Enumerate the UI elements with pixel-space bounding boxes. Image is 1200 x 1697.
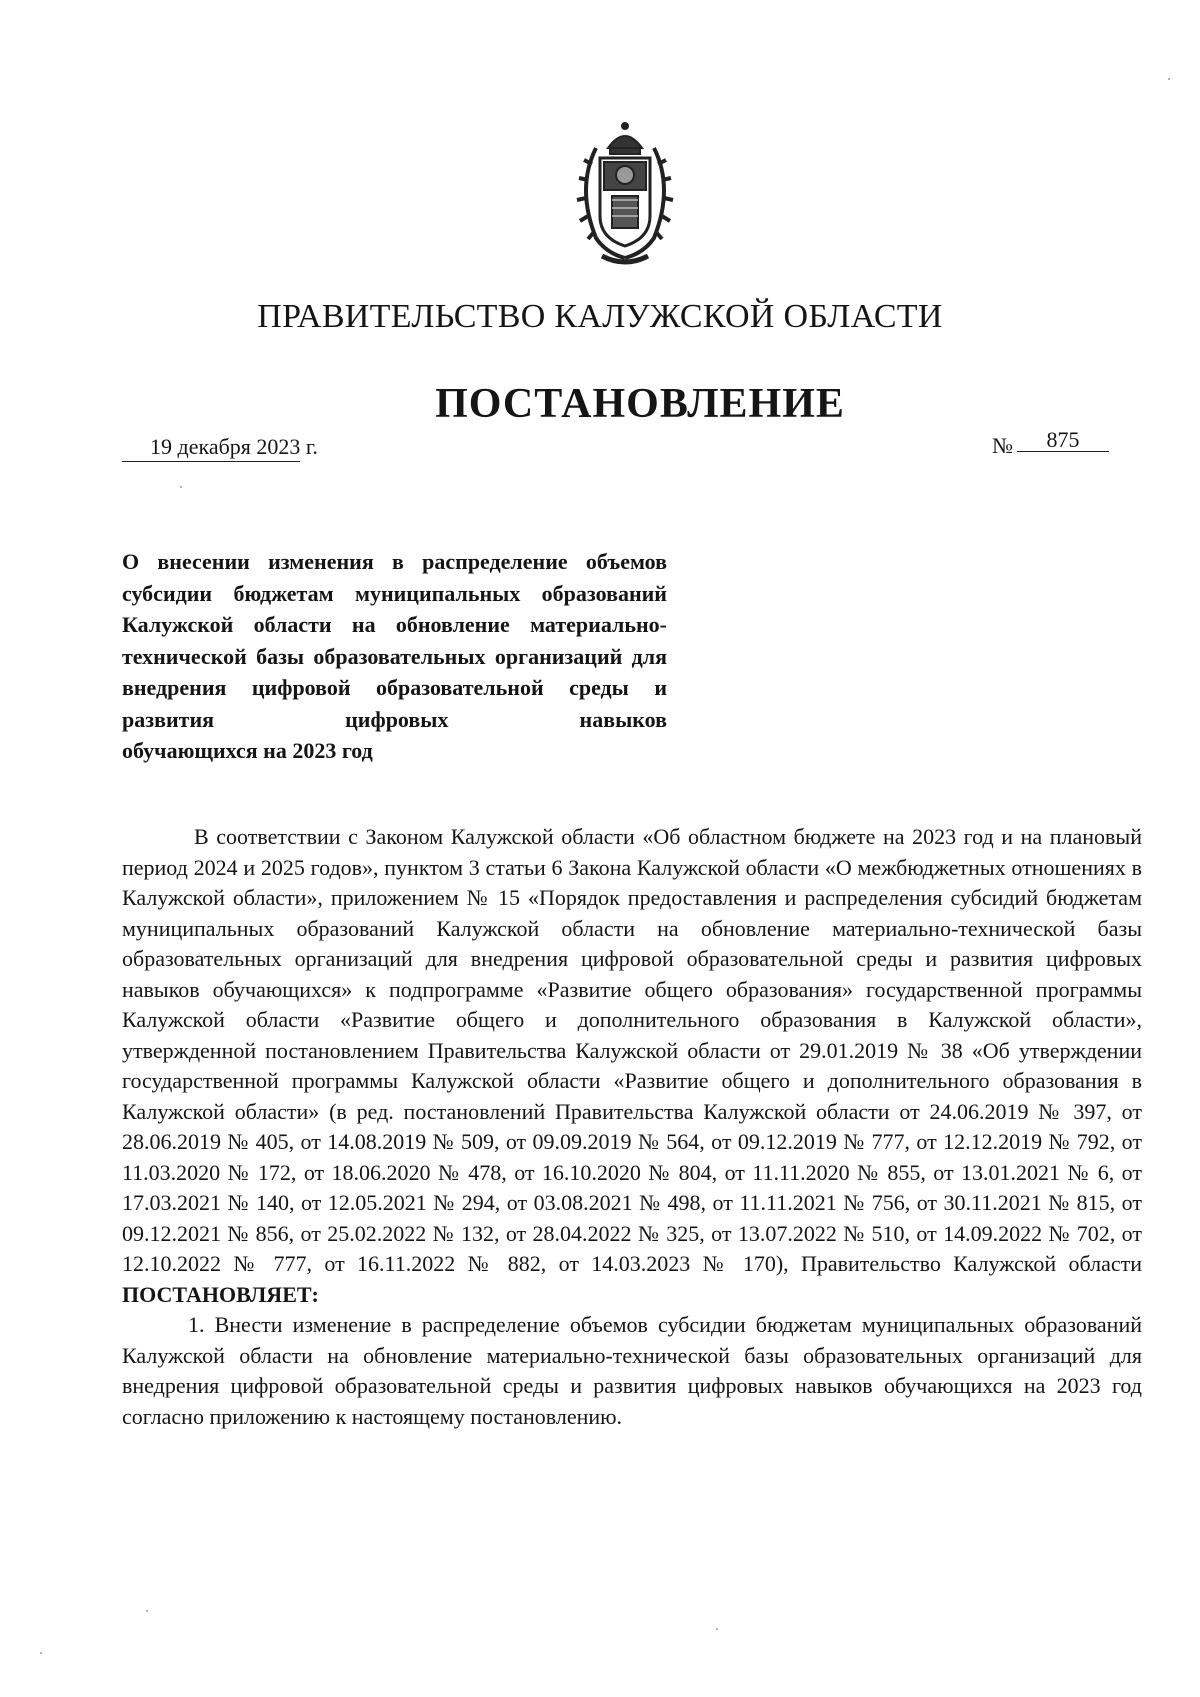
number-sign: № xyxy=(992,433,1013,458)
subject-main: О внесении изменения в распределение объемов субсидии бюджетам муниципальных образований Калужской области на обновление материально-технической базы образовательных организаций для внедрения цифровой образовательной среды и развития цифровых навыков xyxy=(122,549,667,732)
document-number xyxy=(992,427,1109,459)
subject-last-line: обучающихся на 2023 год xyxy=(122,738,373,763)
government-title: ПРАВИТЕЛЬСТВО КАЛУЖСКОЙ ОБЛАСТИ xyxy=(257,298,943,335)
document-body xyxy=(122,822,1142,1432)
coat-of-arms-emblem xyxy=(566,118,684,268)
number-value: 875 xyxy=(1017,429,1109,452)
document-subject xyxy=(122,546,667,767)
preamble-paragraph xyxy=(122,822,1142,1310)
document-type-title: ПОСТАНОВЛЕНИЕ xyxy=(435,381,845,427)
document-date xyxy=(122,433,318,462)
date-value: 19 декабря 2023 xyxy=(122,433,300,462)
date-suffix: г. xyxy=(300,434,318,459)
decree-word: ПОСТАНОВЛЯЕТ: xyxy=(122,1281,319,1307)
item-1-paragraph: 1. Внести изменение в распределение объемов субсидии бюджетам муниципальных образований Калужской области на обновление материально-технической базы образовательных организаций для внедрения цифровой образовательной среды и развития цифровых навыков обучающихся на 2023 год согласно приложению к настоящему постановлению. xyxy=(122,1312,1142,1429)
preamble-text: В соответствии с Законом Калужской области «Об областном бюджете на 2023 год и на плановый период 2024 и 2025 годов», пунктом 3 статьи 6 Закона Калужской области «О межбюджетных отношениях в Калужской области», приложением № 15 «Порядок предоставления и распределения субсидий бюджетам муниципальных образований Калужской области на обновление материально-технической базы образовательных организаций для внедрения цифровой образовательной среды и развития цифровых навыков обучающихся» к подпрограмме «Развитие общего образования» государственной программы Калужской области «Развитие общего и дополнительного образования в Калужской области», утвержденной постановлением Правительства Калужской области от 29.01.2019 № 38 «Об утверждении государственной программы Калужской области «Развитие общего и дополнительного образования в Калужской области» (в ред. постановлений Правительства Калужской области от 24.06.2019 № 397, от 28.06.2019 № 405, от 14.08.2019 № 509, от 09.09.2019 № 564, от 09.12.2019 № 777, от 12.12.2019 № 792, от 11.03.2020 № 172, от 18.06.2020 № 478, от 16.10.2020 № 804, от 11.11.2020 № 855, от 13.01.2021 № 6, от 17.03.2021 № 140, от 12.05.2021 № 294, от 03.08.2021 № 498, от 11.11.2021 № 756, от 30.11.2021 № 815, от 09.12.2021 № 856, от 25.02.2022 № 132, от 28.04.2022 № 325, от 13.07.2022 № 510, от 14.09.2022 № 702, от 12.10.2022 № 777, от 16.11.2022 № 882, от 14.03.2023 № 170), Правительство Калужской области xyxy=(122,824,1142,1276)
